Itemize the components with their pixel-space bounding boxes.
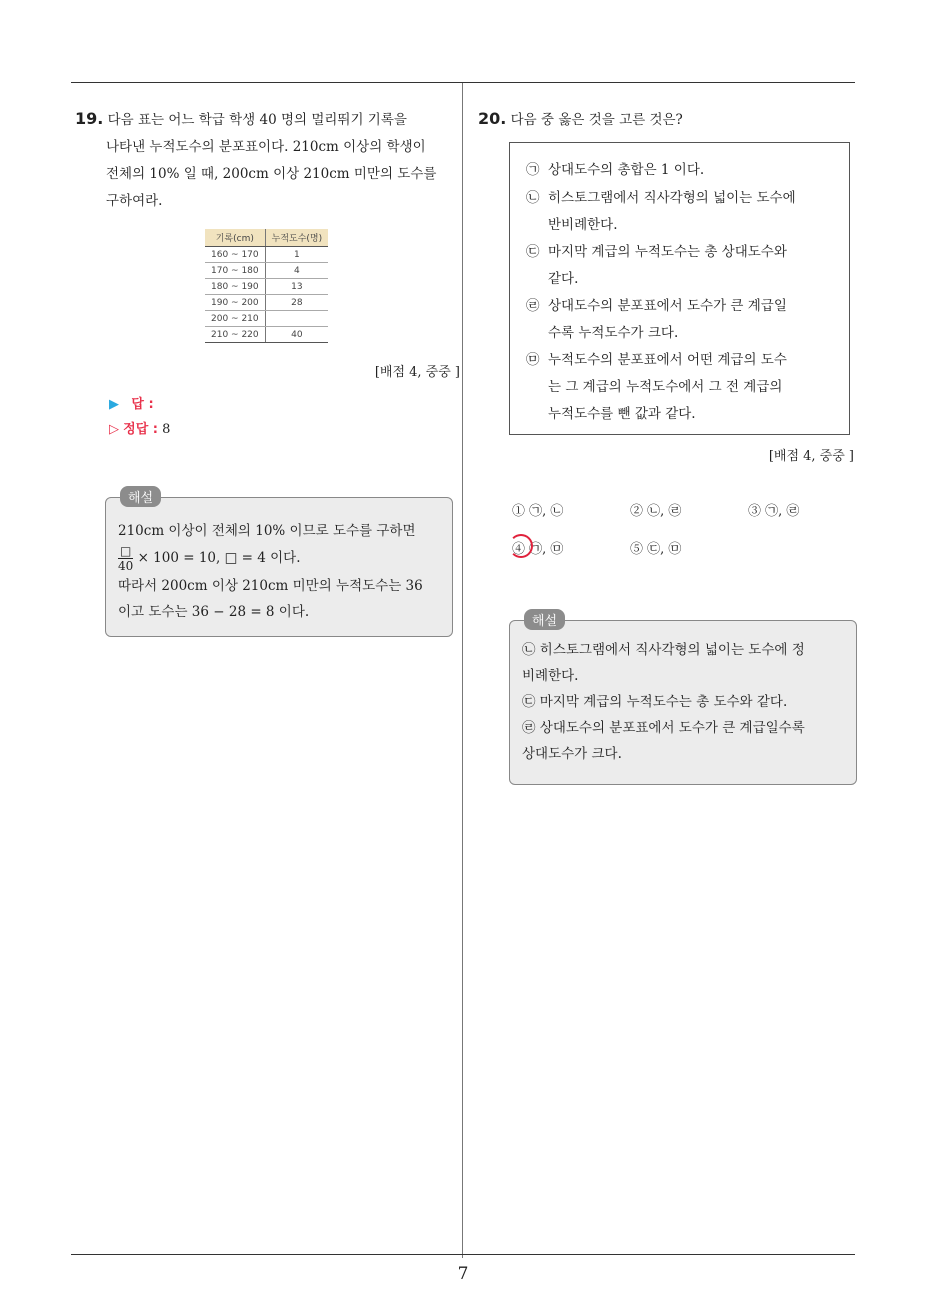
solution-tag: 해설 <box>524 609 565 630</box>
solution-tag: 해설 <box>120 486 161 507</box>
table-cell: 200 ~ 210 <box>205 311 265 327</box>
column-divider <box>462 83 463 1258</box>
choice-2[interactable]: ② ㉡, ㉣ <box>630 504 682 519</box>
statement-text: 반비례한다. <box>548 217 618 233</box>
statement-marker: ㉤ <box>526 352 540 368</box>
statement-text: 수록 누적도수가 크다. <box>548 325 679 341</box>
solution-line: 210cm 이상이 전체의 10% 이므로 도수를 구하면 <box>118 523 416 539</box>
statement-text: 히스토그램에서 직사각형의 넓이는 도수에 <box>548 190 796 206</box>
statement-item <box>526 157 839 184</box>
score-label: [배점 4, 중중 ] <box>374 365 460 380</box>
answer-area <box>109 392 460 442</box>
bottom-rule <box>71 1254 855 1255</box>
fraction-numerator: □ <box>119 544 132 558</box>
answer-circle-mark <box>509 534 533 558</box>
statement-marker: ㉣ <box>526 298 540 314</box>
choices <box>512 500 852 560</box>
question-19-text <box>75 105 460 215</box>
question-line: 다음 표는 어느 학급 학생 40 명의 멀리뛰기 기록을 <box>107 112 407 128</box>
statement-item <box>526 185 839 239</box>
outline-arrow-icon: ▷ <box>109 422 119 437</box>
table-cell: 160 ~ 170 <box>205 247 265 263</box>
question-line: 나타낸 누적도수의 분포표이다. 210cm 이상의 학생이 <box>106 139 426 155</box>
play-arrow-icon: ▶ <box>109 397 119 412</box>
solution-line: × 100 = 10, □ = 4 이다. <box>137 550 301 566</box>
question-number: 19. <box>75 109 104 128</box>
page-number: 7 <box>457 1264 469 1284</box>
table-cell <box>265 311 328 327</box>
table-row <box>205 247 328 263</box>
table-header-row <box>205 229 328 247</box>
table-cell: 1 <box>265 247 328 263</box>
statement-item <box>526 347 839 428</box>
solution-box-20 <box>509 614 857 785</box>
choice-5[interactable]: ⑤ ㉢, ㉤ <box>630 542 682 557</box>
column-header: 기록(cm) <box>205 229 265 247</box>
choice-1[interactable]: ① ㉠, ㉡ <box>512 504 564 519</box>
question-line: 구하여라. <box>106 193 163 209</box>
table-row <box>205 263 328 279</box>
table-cell: 13 <box>265 279 328 295</box>
statement-text: 마지막 계급의 누적도수는 총 상대도수와 <box>548 244 787 260</box>
question-text: 다음 중 옳은 것을 고른 것은? <box>510 112 683 128</box>
solution-line: 비례한다. <box>522 668 579 684</box>
score-label: [배점 4, 중중 ] <box>768 449 854 464</box>
statement-marker: ㉡ <box>526 190 540 206</box>
cumulative-frequency-table <box>205 229 328 343</box>
statement-text: 상대도수의 총합은 1 이다. <box>548 162 705 178</box>
statement-text: 누적도수의 분포표에서 어떤 계급의 도수 <box>548 352 787 368</box>
correct-answer-row <box>109 417 460 442</box>
solution-line: ㉣ 상대도수의 분포표에서 도수가 큰 계급일수록 <box>522 720 805 736</box>
statement-text: 누적도수를 뺀 값과 같다. <box>548 406 696 422</box>
fraction <box>118 544 133 573</box>
table-cell: 28 <box>265 295 328 311</box>
statement-marker: ㉠ <box>526 162 540 178</box>
correct-answer-label: 정답 : <box>123 422 158 437</box>
table-cell: 190 ~ 200 <box>205 295 265 311</box>
table-cell: 210 ~ 220 <box>205 327 265 343</box>
answer-row <box>109 392 460 417</box>
correct-answer-value: 8 <box>162 422 171 437</box>
question-line: 전체의 10% 일 때, 200cm 이상 210cm 미만의 도수를 <box>106 166 437 182</box>
statement-item <box>526 239 839 293</box>
column-header: 누적도수(명) <box>265 229 328 247</box>
answer-label: 답 : <box>131 397 154 412</box>
table-cell: 4 <box>265 263 328 279</box>
question-20 <box>478 105 858 464</box>
statement-text: 상대도수의 분포표에서 도수가 큰 계급일 <box>548 298 787 314</box>
solution-line: 상대도수가 크다. <box>522 746 622 762</box>
table-row <box>205 295 328 311</box>
table-row <box>205 327 328 343</box>
statement-text: 는 그 계급의 누적도수에서 그 전 계급의 <box>548 379 783 395</box>
statement-text: 같다. <box>548 271 579 287</box>
solution-line: ㉡ 히스토그램에서 직사각형의 넓이는 도수에 정 <box>522 642 805 658</box>
table-row <box>205 279 328 295</box>
choice-4[interactable]: ④ ㉠, ㉤ <box>512 542 564 557</box>
question-number: 20. <box>478 109 507 128</box>
table-cell: 180 ~ 190 <box>205 279 265 295</box>
table-cell: 40 <box>265 327 328 343</box>
table-row <box>205 311 328 327</box>
statement-marker: ㉢ <box>526 244 540 260</box>
solution-box-19 <box>105 491 453 637</box>
top-rule <box>71 82 855 83</box>
fraction-denominator: 40 <box>118 559 134 573</box>
statement-box <box>509 142 850 435</box>
solution-line: 이고 도수는 36 − 28 = 8 이다. <box>118 604 310 620</box>
solution-line: 따라서 200cm 이상 210cm 미만의 누적도수는 36 <box>118 578 423 594</box>
table-cell: 170 ~ 180 <box>205 263 265 279</box>
solution-line: ㉢ 마지막 계급의 누적도수는 총 도수와 같다. <box>522 694 788 710</box>
choice-3[interactable]: ③ ㉠, ㉣ <box>748 504 800 519</box>
question-19 <box>75 105 460 442</box>
statement-item <box>526 293 839 347</box>
